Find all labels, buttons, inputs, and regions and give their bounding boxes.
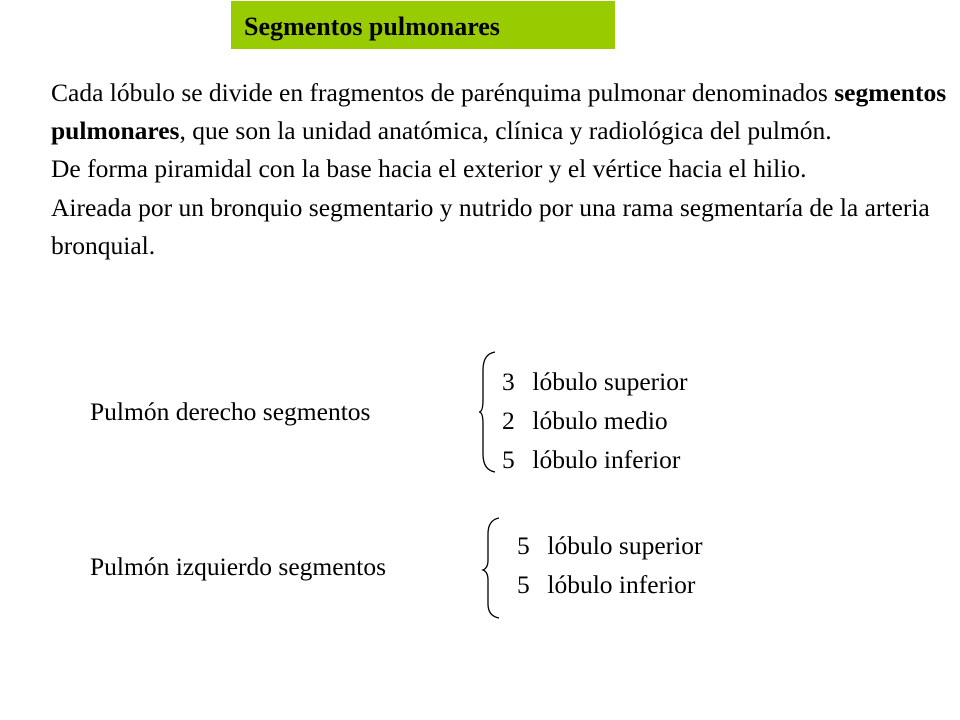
paragraph-definition-start: Cada lóbulo se divide en fragmentos de parénquima pulmonar denominados [51, 78, 835, 107]
lobe-name: lóbulo superior [532, 367, 688, 396]
list-item [502, 401, 687, 440]
segment-count: 5 [502, 445, 515, 474]
paragraph-definition-bold: segmentos pulmonares [51, 78, 947, 146]
lobe-name: lóbulo medio [532, 406, 668, 435]
paragraph-definition-end: , que son la unidad anatómica, clínica y radiológica del pulmón. [179, 116, 832, 146]
paragraph-shape: De forma piramidal con la base hacia el exterior y el vértice hacia el hilio. [51, 154, 807, 184]
slide-title [231, 1, 615, 49]
list-item [502, 440, 687, 479]
segment-count: 3 [502, 367, 515, 396]
left-lung-brace [482, 516, 502, 620]
lobe-name: lóbulo inferior [547, 570, 696, 599]
body-text [51, 74, 951, 265]
right-lung-brace [478, 350, 498, 474]
segment-count: 5 [517, 531, 530, 560]
segment-count: 2 [502, 406, 515, 435]
paragraph-definition [51, 74, 951, 150]
lobe-name: lóbulo superior [547, 531, 703, 560]
right-lung-list [502, 362, 687, 479]
list-item [517, 565, 702, 604]
segment-count: 5 [517, 570, 530, 599]
right-lung-label: Pulmón derecho segmentos [90, 397, 371, 426]
left-lung-label: Pulmón izquierdo segmentos [90, 552, 387, 581]
left-lung-list [517, 526, 702, 604]
paragraph-supply: Aireada por un bronquio segmentario y nutrido por una rama segmentaría de la arteria bronquial. [51, 192, 930, 260]
list-item [517, 526, 702, 565]
slide-title-text: Segmentos pulmonares [244, 12, 500, 41]
list-item [502, 362, 687, 401]
lobe-name: lóbulo inferior [532, 445, 681, 474]
